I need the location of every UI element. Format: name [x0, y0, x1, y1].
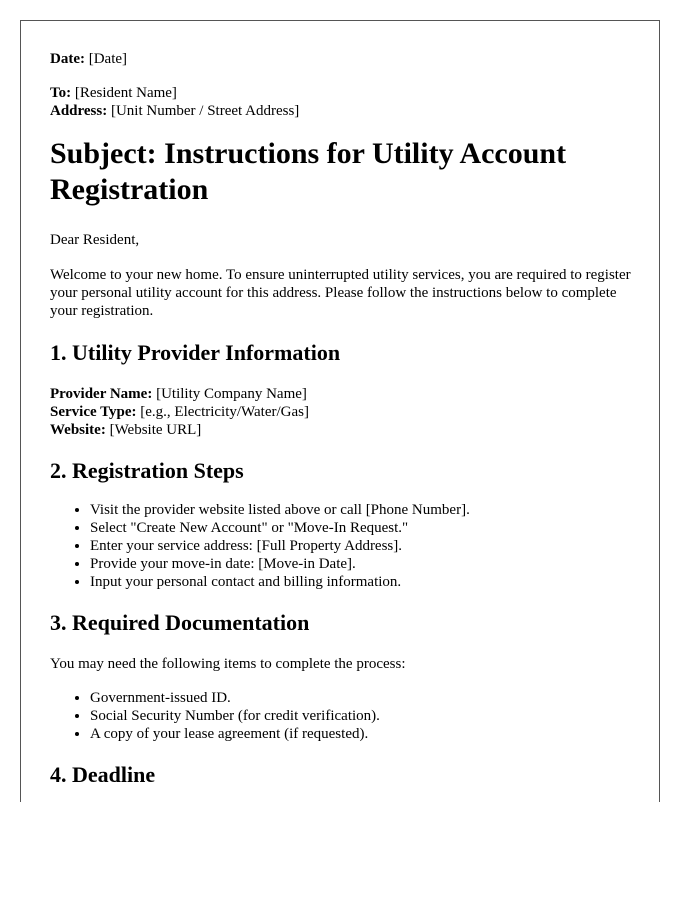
address-value: [Unit Number / Street Address] — [110, 103, 300, 119]
list-item: • Enter your service address: [Full Property Address]. — [90, 537, 640, 555]
list-item: • A copy of your lease agreement (if requested). — [90, 725, 640, 743]
to-line — [50, 84, 640, 102]
section-heading-deadline: 4. Deadline — [50, 762, 156, 787]
list-item: • Provide your move-in date: [Move-in Date]. — [90, 555, 640, 573]
date-value: [Date] — [88, 51, 128, 67]
list-item: • Select "Create New Account" or "Move-In Request." — [90, 519, 640, 537]
letter-content — [50, 50, 640, 788]
section-heading-steps: 2. Registration Steps — [50, 458, 244, 483]
service-type-label: Service Type: — [50, 404, 137, 420]
list-item: • Social Security Number (for credit verification). — [90, 707, 640, 725]
salutation: Dear Resident, — [50, 232, 140, 248]
letter-page — [20, 20, 660, 802]
list-item: • Government-issued ID. — [90, 689, 640, 707]
provider-info — [50, 385, 640, 439]
service-type-value: [e.g., Electricity/Water/Gas] — [140, 404, 309, 420]
provider-name-value: [Utility Company Name] — [156, 386, 307, 402]
service-type-line — [50, 403, 640, 421]
section-heading-provider: 1. Utility Provider Information — [50, 340, 341, 365]
provider-name-label: Provider Name: — [50, 386, 153, 402]
registration-steps-list — [50, 501, 640, 591]
section-heading-documentation: 3. Required Documentation — [50, 610, 310, 635]
subject-heading: Subject: Instructions for Utility Account Registration — [50, 137, 567, 206]
website-value: [Website URL] — [109, 422, 202, 438]
list-item: • Input your personal contact and billing information. — [90, 573, 640, 591]
to-value: [Resident Name] — [74, 85, 177, 101]
provider-name-line — [50, 385, 640, 403]
address-label: Address: — [50, 103, 108, 119]
list-item: • Visit the provider website listed above or call [Phone Number]. — [90, 501, 640, 519]
website-label: Website: — [50, 422, 106, 438]
date-line — [50, 50, 640, 68]
intro-paragraph: Welcome to your new home. To ensure uninterrupted utility services, you are required to register your personal utility account for this address. Please follow the instructions below to complete your registration. — [50, 267, 631, 319]
documentation-intro: You may need the following items to complete the process: — [50, 656, 406, 672]
address-line — [50, 102, 640, 120]
website-line — [50, 421, 640, 439]
documentation-list — [50, 689, 640, 743]
date-label: Date: — [50, 51, 85, 67]
to-label: To: — [50, 85, 72, 101]
